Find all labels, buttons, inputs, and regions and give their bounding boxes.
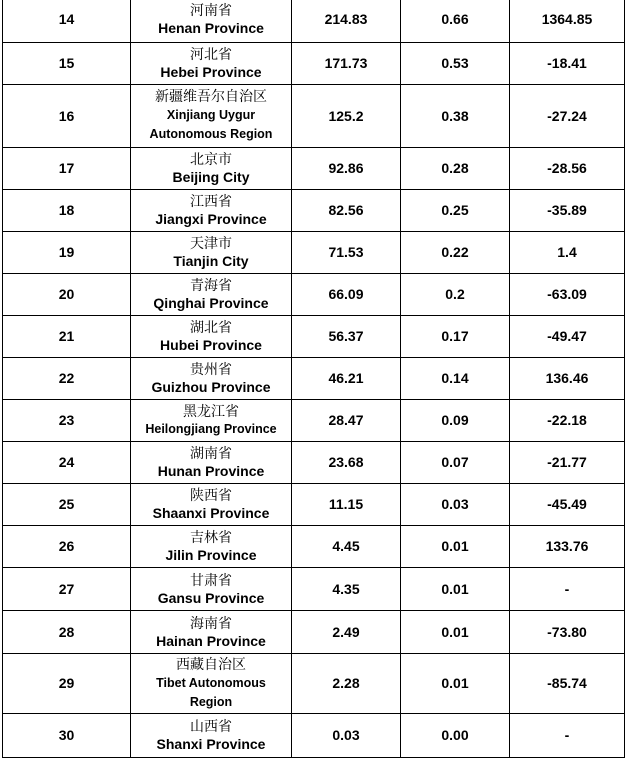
share-cell: 0.01 (401, 526, 510, 568)
share-cell: 0.14 (401, 358, 510, 400)
growth-cell: -35.89 (510, 190, 625, 232)
growth-cell: -21.77 (510, 442, 625, 484)
table-row (3, 316, 625, 358)
value-cell: 71.53 (292, 232, 401, 274)
province-cell (131, 568, 292, 611)
rank-cell: 28 (3, 611, 131, 654)
rank-cell: 14 (3, 0, 131, 43)
province-cell (131, 190, 292, 232)
rank-cell: 19 (3, 232, 131, 274)
value-cell: 56.37 (292, 316, 401, 358)
province-name-cn: 北京市 (190, 152, 232, 168)
growth-cell: 133.76 (510, 526, 625, 568)
table-row (3, 568, 625, 611)
province-name-cn: 河北省 (190, 47, 232, 63)
table-row (3, 232, 625, 274)
share-cell: 0.09 (401, 400, 510, 442)
share-cell: 0.01 (401, 568, 510, 611)
growth-cell: -49.47 (510, 316, 625, 358)
share-cell: 0.17 (401, 316, 510, 358)
rank-cell: 17 (3, 148, 131, 190)
value-cell: 4.35 (292, 568, 401, 611)
province-name-en: Qinghai Province (153, 295, 269, 311)
share-cell: 0.00 (401, 714, 510, 758)
value-cell: 214.83 (292, 0, 401, 43)
table-row (3, 0, 625, 43)
table-row (3, 714, 625, 758)
value-cell: 125.2 (292, 85, 401, 148)
province-name-en: Guizhou Province (151, 379, 271, 395)
table-row (3, 274, 625, 316)
province-name-en: Hunan Province (157, 463, 265, 479)
growth-cell: -63.09 (510, 274, 625, 316)
province-name-en: Heilongjiang Province (145, 422, 277, 436)
rank-cell: 15 (3, 43, 131, 85)
share-cell: 0.2 (401, 274, 510, 316)
share-cell: 0.38 (401, 85, 510, 148)
value-cell: 2.49 (292, 611, 401, 654)
rank-cell: 16 (3, 85, 131, 148)
value-cell: 0.03 (292, 714, 401, 758)
rank-cell: 27 (3, 568, 131, 611)
province-cell (131, 358, 292, 400)
value-cell: 23.68 (292, 442, 401, 484)
province-cell (131, 85, 292, 148)
province-name-cn: 新疆维吾尔自治区 (155, 89, 267, 105)
growth-cell: -27.24 (510, 85, 625, 148)
province-cell (131, 43, 292, 85)
province-name-cn: 西藏自治区 (176, 656, 246, 673)
rank-cell: 26 (3, 526, 131, 568)
province-cell (131, 316, 292, 358)
province-name-en-line2: Region (189, 694, 233, 709)
province-name-cn: 青海省 (190, 278, 232, 294)
province-name-cn: 贵州省 (190, 362, 232, 378)
province-name-cn: 湖南省 (190, 446, 232, 462)
province-name-en: Xinjiang Uygur (166, 108, 256, 122)
rank-cell: 25 (3, 484, 131, 526)
rank-cell: 30 (3, 714, 131, 758)
province-cell (131, 442, 292, 484)
share-cell: 0.22 (401, 232, 510, 274)
table-row (3, 148, 625, 190)
share-cell: 0.07 (401, 442, 510, 484)
value-cell: 92.86 (292, 148, 401, 190)
growth-cell: -28.56 (510, 148, 625, 190)
share-cell: 0.03 (401, 484, 510, 526)
growth-cell: 1.4 (510, 232, 625, 274)
value-cell: 4.45 (292, 526, 401, 568)
value-cell: 11.15 (292, 484, 401, 526)
table-row (3, 358, 625, 400)
value-cell: 66.09 (292, 274, 401, 316)
growth-cell: - (510, 714, 625, 758)
province-name-en: Tianjin City (173, 253, 249, 269)
province-cell (131, 484, 292, 526)
province-cell (131, 714, 292, 758)
table-row (3, 654, 625, 714)
province-name-en: Shanxi Province (156, 736, 266, 752)
value-cell: 82.56 (292, 190, 401, 232)
table-row (3, 526, 625, 568)
province-name-cn: 山西省 (190, 719, 232, 735)
growth-cell: -85.74 (510, 654, 625, 714)
growth-cell: -45.49 (510, 484, 625, 526)
growth-cell: 1364.85 (510, 0, 625, 43)
province-cell (131, 611, 292, 654)
province-name-cn: 天津市 (190, 236, 232, 252)
province-cell (131, 0, 292, 43)
table-row (3, 190, 625, 232)
rank-cell: 20 (3, 274, 131, 316)
province-cell (131, 526, 292, 568)
province-cell (131, 232, 292, 274)
value-cell: 171.73 (292, 43, 401, 85)
table-row (3, 43, 625, 85)
growth-cell: -22.18 (510, 400, 625, 442)
province-name-en-line2: Autonomous Region (149, 127, 273, 141)
province-cell (131, 274, 292, 316)
province-name-en: Tibet Autonomous (156, 675, 266, 690)
province-name-en: Henan Province (158, 20, 264, 36)
province-name-en: Hubei Province (160, 337, 262, 353)
share-cell: 0.66 (401, 0, 510, 43)
rank-cell: 23 (3, 400, 131, 442)
share-cell: 0.53 (401, 43, 510, 85)
province-name-en: Jilin Province (165, 547, 257, 563)
table-row (3, 611, 625, 654)
rank-cell: 29 (3, 654, 131, 714)
growth-cell: - (510, 568, 625, 611)
province-name-en: Gansu Province (157, 589, 265, 606)
share-cell: 0.28 (401, 148, 510, 190)
rank-cell: 24 (3, 442, 131, 484)
value-cell: 28.47 (292, 400, 401, 442)
table-row (3, 442, 625, 484)
share-cell: 0.25 (401, 190, 510, 232)
province-name-cn: 海南省 (190, 615, 232, 632)
table-row (3, 484, 625, 526)
province-name-cn: 陕西省 (190, 488, 232, 504)
province-name-en: Hebei Province (160, 64, 262, 80)
value-cell: 46.21 (292, 358, 401, 400)
rank-cell: 22 (3, 358, 131, 400)
province-name-en: Hainan Province (156, 632, 266, 649)
share-cell: 0.01 (401, 654, 510, 714)
rank-cell: 18 (3, 190, 131, 232)
province-cell (131, 654, 292, 714)
table-row (3, 400, 625, 442)
province-name-cn: 湖北省 (190, 320, 232, 336)
value-cell: 2.28 (292, 654, 401, 714)
province-name-cn: 吉林省 (190, 530, 232, 546)
province-name-cn: 江西省 (190, 194, 232, 210)
province-name-cn: 河南省 (190, 3, 232, 19)
table-row (3, 85, 625, 148)
province-name-en: Beijing City (172, 169, 250, 185)
province-cell (131, 148, 292, 190)
province-name-cn: 黑龙江省 (183, 404, 239, 420)
province-name-en: Shaanxi Province (152, 505, 270, 521)
share-cell: 0.01 (401, 611, 510, 654)
province-cell (131, 400, 292, 442)
rank-cell: 21 (3, 316, 131, 358)
ranking-table (2, 0, 625, 758)
growth-cell: -73.80 (510, 611, 625, 654)
province-name-cn: 甘肃省 (190, 572, 232, 589)
growth-cell: 136.46 (510, 358, 625, 400)
province-name-en: Jiangxi Province (155, 211, 267, 227)
growth-cell: -18.41 (510, 43, 625, 85)
